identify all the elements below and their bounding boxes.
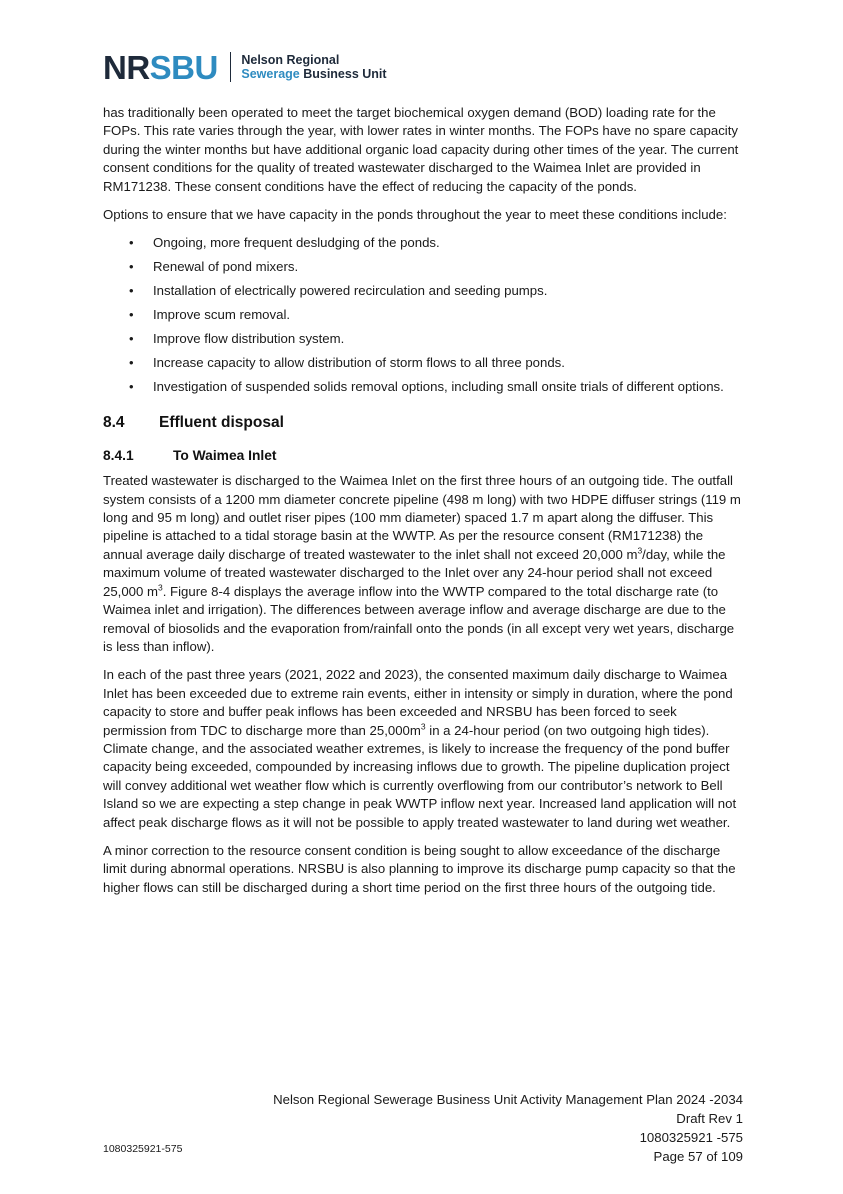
paragraph-bod-loading: has traditionally been operated to meet the target biochemical oxygen demand (BOD) loading rate for the FOPs. This rate varies through the year, with lower rates in winter months. The FOPs have no spare capacity during the winter months but have additional organic load capacity during other times of the year. The current consent conditions for the quality of treated wastewater discharged to the Waimea Inlet are provided in RM171238. These consent conditions have the effect of reducing the capacity of the ponds. [103, 105, 739, 194]
list-item [103, 378, 743, 396]
paragraph-text: Treated wastewater is discharged to the Waimea Inlet on the first three hours of an outgoing tide. The outfall system consists of a 1200 mm diameter concrete pipeline (498 m long) with two HDPE diffuser strings (119 m long and 95 m long) and outlet riser pipes (100 mm diameter) spaced 1.7 m apart along the diffuser. This pipeline is attached to a tidal storage basin at the WWTP. As per the resource consent (RM171238) the annual average daily discharge of treated wastewater to the inlet shall not exceed 20,000 m [103, 473, 741, 562]
list-item [103, 330, 743, 348]
paragraph-exceedance [103, 666, 743, 832]
list-item-text: Improve flow distribution system. [153, 331, 345, 347]
paragraph-text: . Figure 8-4 displays the average inflow into the WWTP compared to the total discharge rate (to Waimea inlet and irrigation). The differences between average inflow and average discharge are due to the removal of biosolids and the evaporation from/rainfall onto the ponds (in all except very wet years, discharge is less than inflow). [103, 583, 735, 654]
footer-doc-number: 1080325921 -575 [639, 1130, 743, 1145]
footer-info [273, 1090, 743, 1166]
logo-line2 [241, 67, 386, 81]
section-number: 8.4 [103, 413, 125, 431]
footer-revision: Draft Rev 1 [676, 1111, 743, 1126]
logo-mark-sbu: SBU [149, 48, 218, 86]
list-item [103, 354, 743, 372]
list-item-text: Renewal of pond mixers. [153, 259, 299, 275]
logo-mark-nr: NR [103, 48, 150, 86]
options-list [103, 234, 743, 396]
logo-line1: Nelson Regional [241, 53, 340, 67]
list-item-text: Investigation of suspended solids removal options, including small onsite trials of different options. [153, 379, 724, 395]
bullet-icon: • [129, 355, 134, 371]
paragraph-outfall-system [103, 472, 743, 656]
body-content [103, 104, 743, 907]
paragraph-text: /day, while the maximum volume of treated wastewater discharged to the Inlet over any 24-hour period shall not exceed 25,000 m [103, 546, 726, 599]
logo-tagline [241, 53, 386, 81]
paragraph-options-intro: Options to ensure that we have capacity in the ponds throughout the year to meet these conditions include: [103, 207, 727, 223]
bullet-icon: • [129, 307, 134, 323]
bullet-icon: • [129, 331, 134, 347]
list-item-text: Ongoing, more frequent desludging of the ponds. [153, 235, 440, 251]
subsection-heading [103, 447, 743, 465]
bullet-icon: • [129, 235, 134, 251]
section-heading [103, 414, 743, 438]
footer-page-number: Page 57 of 109 [653, 1149, 743, 1164]
list-item-text: Increase capacity to allow distribution of storm flows to all three ponds. [153, 355, 565, 371]
logo-wordmark [103, 48, 218, 86]
bullet-icon: • [129, 259, 134, 275]
list-item-text: Improve scum removal. [153, 307, 291, 323]
superscript: 3 [420, 721, 426, 732]
subsection-number: 8.4.1 [103, 447, 134, 463]
logo-divider [230, 52, 232, 82]
logo-line2-accent: Sewerage [241, 67, 300, 81]
list-item [103, 234, 743, 252]
bullet-icon: • [129, 283, 134, 299]
list-item-text: Installation of electrically powered recirculation and seeding pumps. [153, 283, 548, 299]
list-item [103, 306, 743, 324]
paragraph-consent-correction: A minor correction to the resource consent condition is being sought to allow exceedance of the discharge limit during abnormal operations. NRSBU is also planning to improve its discharge pump capacity so that the higher flows can still be discharged during a short time period on the first three hours of the outgoing tide. [103, 842, 736, 895]
superscript: 3 [158, 582, 163, 593]
paragraph-text: In each of the past three years (2021, 2022 and 2023), the consented maximum daily discharge to Waimea Inlet has been exceeded due to extreme rain events, either in intensity or simply in duration, where the pond capacity to store and buffer peak inflows has been exceeded and NRSBU has been forced to seek permission from TDC to discharge more than 25,000m [103, 667, 733, 738]
paragraph-text: in a 24-hour period (on two outgoing high tides). Climate change, and the associated weather extremes, is likely to increase the frequency of the pond buffer capacity being exceeded, compounded by increasing inflows due to growth. The pipeline duplication project will convey additional wet weather flow which is currently overflowing from our contributor’s network to Bell Island so we are expecting a step change in peak WWTP inflow next year. Increased land application will not affect peak discharge flows as it will not be possible to apply treated wastewater to land during wet weather. [103, 722, 737, 830]
superscript: 3 [637, 545, 643, 556]
list-item [103, 282, 743, 300]
footer-plan-title: Nelson Regional Sewerage Business Unit Activity Management Plan 2024 -2034 [273, 1092, 743, 1107]
bullet-icon: • [129, 379, 134, 395]
logo-line2-rest: Business Unit [299, 67, 387, 81]
footer-doc-id: 1080325921-575 [103, 1143, 183, 1155]
subsection-title: To Waimea Inlet [173, 447, 277, 463]
section-title: Effluent disposal [159, 413, 284, 431]
nrsbu-logo [103, 50, 387, 84]
list-item [103, 258, 743, 276]
